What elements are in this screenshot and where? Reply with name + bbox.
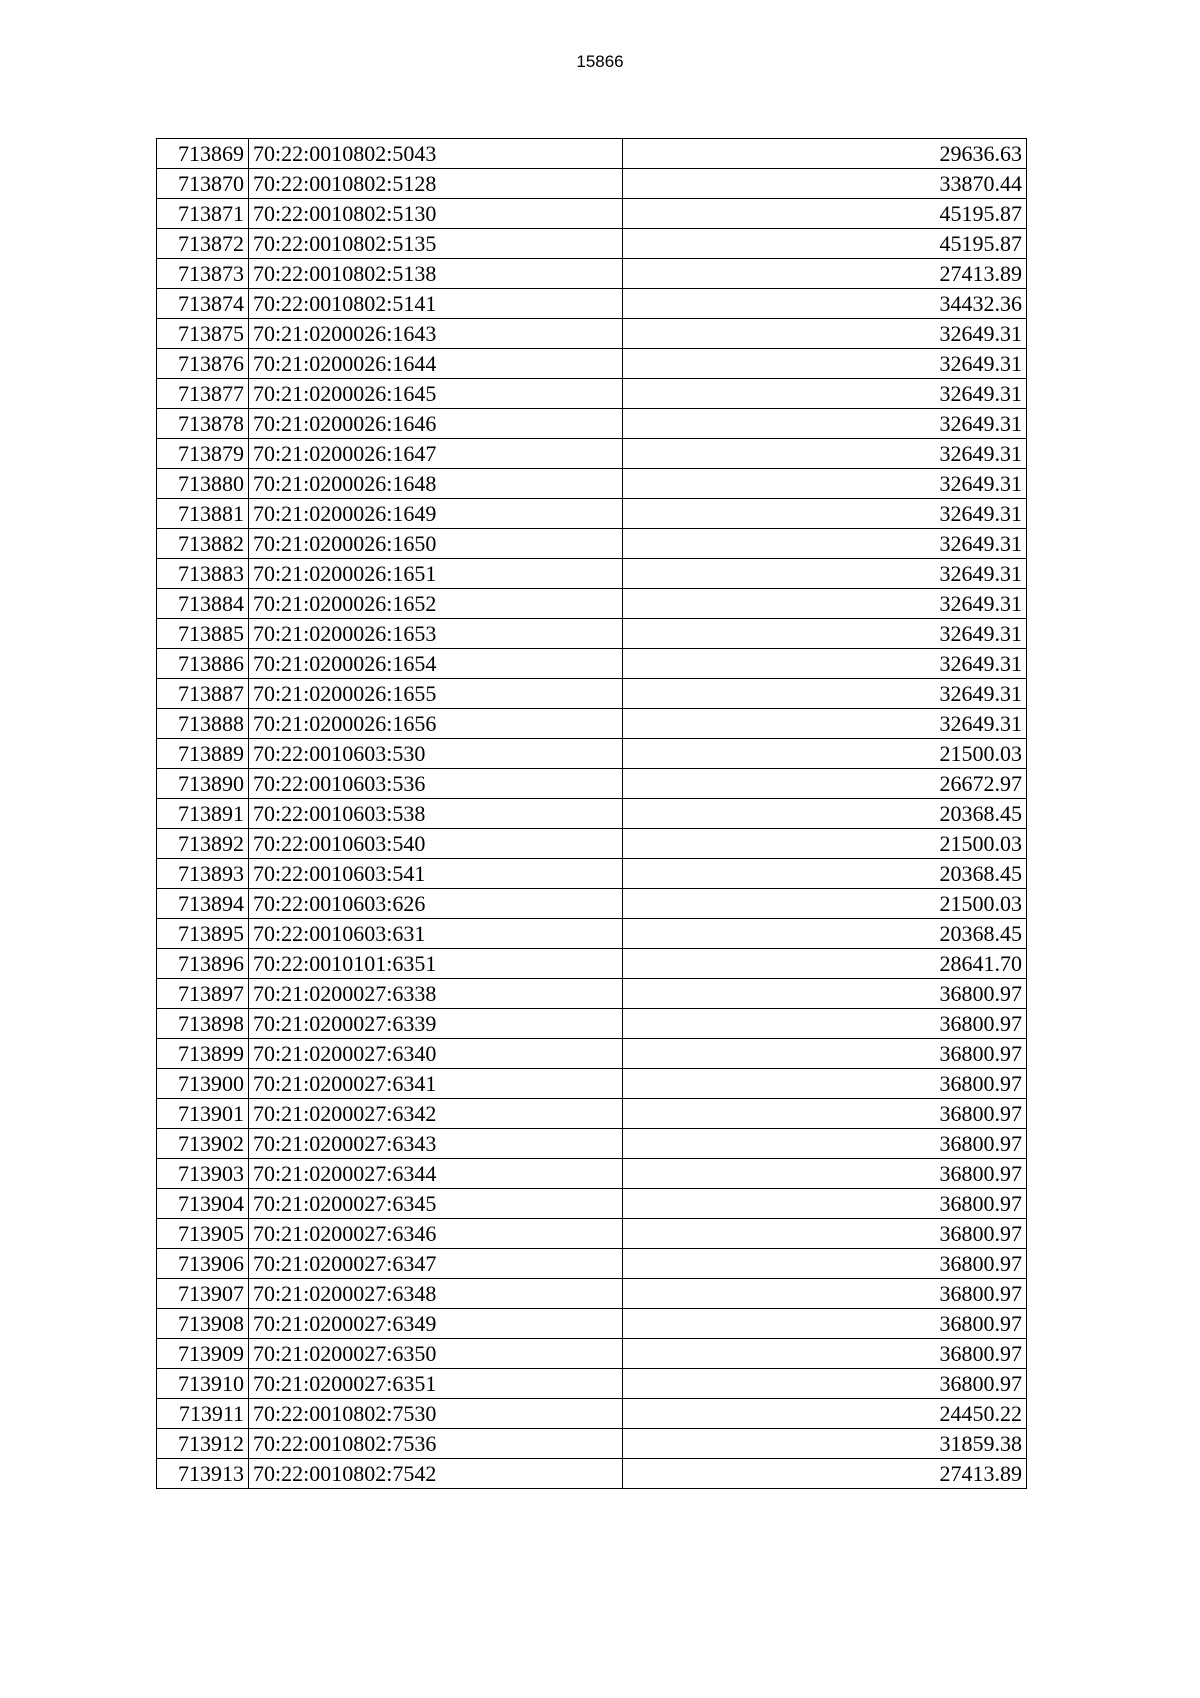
- table-row: [157, 169, 1027, 199]
- table-row: [157, 529, 1027, 559]
- value-cell: 36800.97: [623, 1309, 1027, 1339]
- row-id-cell: 713881: [157, 499, 249, 529]
- cadastral-number-cell: 70:21:0200027:6348: [249, 1279, 623, 1309]
- cadastral-number-cell: 70:21:0200027:6343: [249, 1129, 623, 1159]
- row-id-cell: 713903: [157, 1159, 249, 1189]
- row-id-cell: 713884: [157, 589, 249, 619]
- table-row: [157, 1429, 1027, 1459]
- table-row: [157, 1459, 1027, 1489]
- cadastral-number-cell: 70:22:0010802:7542: [249, 1459, 623, 1489]
- row-id-cell: 713907: [157, 1279, 249, 1309]
- cadastral-number-cell: 70:21:0200027:6345: [249, 1189, 623, 1219]
- value-cell: 32649.31: [623, 439, 1027, 469]
- table-row: [157, 979, 1027, 1009]
- table-row: [157, 949, 1027, 979]
- value-cell: 31859.38: [623, 1429, 1027, 1459]
- value-cell: 32649.31: [623, 499, 1027, 529]
- table-row: [157, 259, 1027, 289]
- table-row: [157, 289, 1027, 319]
- value-cell: 32649.31: [623, 379, 1027, 409]
- cadastral-number-cell: 70:21:0200027:6349: [249, 1309, 623, 1339]
- table-row: [157, 1369, 1027, 1399]
- table-row: [157, 1219, 1027, 1249]
- value-cell: 20368.45: [623, 859, 1027, 889]
- table-row: [157, 649, 1027, 679]
- value-cell: 32649.31: [623, 409, 1027, 439]
- value-cell: 36800.97: [623, 1279, 1027, 1309]
- cadastral-number-cell: 70:22:0010802:5043: [249, 139, 623, 169]
- row-id-cell: 713872: [157, 229, 249, 259]
- table-row: [157, 139, 1027, 169]
- value-cell: 36800.97: [623, 979, 1027, 1009]
- table-row: [157, 1039, 1027, 1069]
- table-row: [157, 379, 1027, 409]
- records-table: [156, 138, 1027, 1489]
- value-cell: 32649.31: [623, 469, 1027, 499]
- cadastral-number-cell: 70:22:0010802:7536: [249, 1429, 623, 1459]
- value-cell: 32649.31: [623, 559, 1027, 589]
- cadastral-number-cell: 70:22:0010603:631: [249, 919, 623, 949]
- cadastral-number-cell: 70:21:0200026:1644: [249, 349, 623, 379]
- row-id-cell: 713900: [157, 1069, 249, 1099]
- cadastral-number-cell: 70:22:0010802:7530: [249, 1399, 623, 1429]
- cadastral-number-cell: 70:21:0200027:6341: [249, 1069, 623, 1099]
- table-row: [157, 499, 1027, 529]
- cadastral-number-cell: 70:22:0010603:536: [249, 769, 623, 799]
- table-row: [157, 349, 1027, 379]
- value-cell: 32649.31: [623, 619, 1027, 649]
- table-row: [157, 919, 1027, 949]
- value-cell: 21500.03: [623, 829, 1027, 859]
- cadastral-number-cell: 70:21:0200027:6350: [249, 1339, 623, 1369]
- row-id-cell: 713879: [157, 439, 249, 469]
- cadastral-number-cell: 70:21:0200026:1645: [249, 379, 623, 409]
- row-id-cell: 713885: [157, 619, 249, 649]
- value-cell: 36800.97: [623, 1039, 1027, 1069]
- value-cell: 36800.97: [623, 1009, 1027, 1039]
- cadastral-number-cell: 70:22:0010802:5141: [249, 289, 623, 319]
- row-id-cell: 713890: [157, 769, 249, 799]
- value-cell: 21500.03: [623, 889, 1027, 919]
- row-id-cell: 713887: [157, 679, 249, 709]
- value-cell: 32649.31: [623, 649, 1027, 679]
- cadastral-number-cell: 70:21:0200026:1649: [249, 499, 623, 529]
- value-cell: 28641.70: [623, 949, 1027, 979]
- value-cell: 27413.89: [623, 259, 1027, 289]
- row-id-cell: 713897: [157, 979, 249, 1009]
- row-id-cell: 713870: [157, 169, 249, 199]
- cadastral-number-cell: 70:21:0200027:6347: [249, 1249, 623, 1279]
- table-row: [157, 199, 1027, 229]
- row-id-cell: 713875: [157, 319, 249, 349]
- row-id-cell: 713913: [157, 1459, 249, 1489]
- value-cell: 20368.45: [623, 799, 1027, 829]
- cadastral-number-cell: 70:21:0200026:1647: [249, 439, 623, 469]
- value-cell: 36800.97: [623, 1339, 1027, 1369]
- value-cell: 32649.31: [623, 709, 1027, 739]
- cadastral-number-cell: 70:21:0200027:6339: [249, 1009, 623, 1039]
- value-cell: 32649.31: [623, 349, 1027, 379]
- table-row: [157, 1099, 1027, 1129]
- value-cell: 27413.89: [623, 1459, 1027, 1489]
- cadastral-number-cell: 70:21:0200026:1655: [249, 679, 623, 709]
- row-id-cell: 713895: [157, 919, 249, 949]
- table-row: [157, 709, 1027, 739]
- value-cell: 36800.97: [623, 1249, 1027, 1279]
- table-row: [157, 1309, 1027, 1339]
- value-cell: 33870.44: [623, 169, 1027, 199]
- row-id-cell: 713874: [157, 289, 249, 319]
- cadastral-number-cell: 70:21:0200027:6338: [249, 979, 623, 1009]
- row-id-cell: 713873: [157, 259, 249, 289]
- table-row: [157, 319, 1027, 349]
- row-id-cell: 713894: [157, 889, 249, 919]
- row-id-cell: 713893: [157, 859, 249, 889]
- cadastral-number-cell: 70:21:0200026:1653: [249, 619, 623, 649]
- table-row: [157, 559, 1027, 589]
- cadastral-number-cell: 70:21:0200026:1656: [249, 709, 623, 739]
- table-row: [157, 769, 1027, 799]
- value-cell: 36800.97: [623, 1069, 1027, 1099]
- row-id-cell: 713906: [157, 1249, 249, 1279]
- row-id-cell: 713882: [157, 529, 249, 559]
- table-row: [157, 739, 1027, 769]
- value-cell: 45195.87: [623, 229, 1027, 259]
- row-id-cell: 713892: [157, 829, 249, 859]
- table-row: [157, 619, 1027, 649]
- table-row: [157, 1189, 1027, 1219]
- cadastral-number-cell: 70:22:0010603:538: [249, 799, 623, 829]
- cadastral-number-cell: 70:21:0200027:6342: [249, 1099, 623, 1129]
- value-cell: 21500.03: [623, 739, 1027, 769]
- table-row: [157, 229, 1027, 259]
- table-row: [157, 829, 1027, 859]
- cadastral-number-cell: 70:22:0010603:626: [249, 889, 623, 919]
- table-row: [157, 589, 1027, 619]
- cadastral-number-cell: 70:21:0200027:6351: [249, 1369, 623, 1399]
- row-id-cell: 713891: [157, 799, 249, 829]
- table-row: [157, 1399, 1027, 1429]
- value-cell: 45195.87: [623, 199, 1027, 229]
- row-id-cell: 713908: [157, 1309, 249, 1339]
- value-cell: 32649.31: [623, 589, 1027, 619]
- row-id-cell: 713901: [157, 1099, 249, 1129]
- table-row: [157, 1159, 1027, 1189]
- value-cell: 32649.31: [623, 679, 1027, 709]
- row-id-cell: 713910: [157, 1369, 249, 1399]
- value-cell: 36800.97: [623, 1219, 1027, 1249]
- value-cell: 36800.97: [623, 1099, 1027, 1129]
- cadastral-number-cell: 70:21:0200027:6340: [249, 1039, 623, 1069]
- table-row: [157, 859, 1027, 889]
- row-id-cell: 713905: [157, 1219, 249, 1249]
- table-row: [157, 1009, 1027, 1039]
- value-cell: 32649.31: [623, 529, 1027, 559]
- row-id-cell: 713896: [157, 949, 249, 979]
- value-cell: 36800.97: [623, 1129, 1027, 1159]
- value-cell: 34432.36: [623, 289, 1027, 319]
- cadastral-number-cell: 70:21:0200026:1648: [249, 469, 623, 499]
- cadastral-number-cell: 70:21:0200026:1654: [249, 649, 623, 679]
- cadastral-number-cell: 70:22:0010101:6351: [249, 949, 623, 979]
- row-id-cell: 713886: [157, 649, 249, 679]
- cadastral-number-cell: 70:21:0200027:6346: [249, 1219, 623, 1249]
- row-id-cell: 713899: [157, 1039, 249, 1069]
- cadastral-number-cell: 70:21:0200027:6344: [249, 1159, 623, 1189]
- table-row: [157, 469, 1027, 499]
- cadastral-number-cell: 70:22:0010802:5128: [249, 169, 623, 199]
- value-cell: 29636.63: [623, 139, 1027, 169]
- row-id-cell: 713883: [157, 559, 249, 589]
- table-row: [157, 1279, 1027, 1309]
- row-id-cell: 713904: [157, 1189, 249, 1219]
- row-id-cell: 713889: [157, 739, 249, 769]
- value-cell: 26672.97: [623, 769, 1027, 799]
- table-row: [157, 1339, 1027, 1369]
- cadastral-number-cell: 70:21:0200026:1650: [249, 529, 623, 559]
- page-number: 15866: [576, 52, 624, 71]
- cadastral-number-cell: 70:22:0010603:540: [249, 829, 623, 859]
- value-cell: 36800.97: [623, 1159, 1027, 1189]
- row-id-cell: 713876: [157, 349, 249, 379]
- row-id-cell: 713909: [157, 1339, 249, 1369]
- row-id-cell: 713869: [157, 139, 249, 169]
- table-row: [157, 889, 1027, 919]
- table-body: [157, 139, 1027, 1489]
- table-row: [157, 1249, 1027, 1279]
- cadastral-number-cell: 70:21:0200026:1643: [249, 319, 623, 349]
- row-id-cell: 713877: [157, 379, 249, 409]
- table-row: [157, 439, 1027, 469]
- row-id-cell: 713880: [157, 469, 249, 499]
- cadastral-number-cell: 70:22:0010802:5138: [249, 259, 623, 289]
- row-id-cell: 713888: [157, 709, 249, 739]
- cadastral-number-cell: 70:21:0200026:1651: [249, 559, 623, 589]
- table-row: [157, 679, 1027, 709]
- cadastral-number-cell: 70:22:0010603:530: [249, 739, 623, 769]
- value-cell: 24450.22: [623, 1399, 1027, 1429]
- row-id-cell: 713902: [157, 1129, 249, 1159]
- table-row: [157, 1129, 1027, 1159]
- row-id-cell: 713878: [157, 409, 249, 439]
- cadastral-number-cell: 70:22:0010802:5130: [249, 199, 623, 229]
- cadastral-number-cell: 70:22:0010603:541: [249, 859, 623, 889]
- cadastral-number-cell: 70:21:0200026:1646: [249, 409, 623, 439]
- table-row: [157, 409, 1027, 439]
- table-row: [157, 1069, 1027, 1099]
- row-id-cell: 713871: [157, 199, 249, 229]
- value-cell: 32649.31: [623, 319, 1027, 349]
- row-id-cell: 713898: [157, 1009, 249, 1039]
- cadastral-number-cell: 70:21:0200026:1652: [249, 589, 623, 619]
- row-id-cell: 713912: [157, 1429, 249, 1459]
- value-cell: 36800.97: [623, 1369, 1027, 1399]
- row-id-cell: 713911: [157, 1399, 249, 1429]
- value-cell: 36800.97: [623, 1189, 1027, 1219]
- cadastral-number-cell: 70:22:0010802:5135: [249, 229, 623, 259]
- table-row: [157, 799, 1027, 829]
- value-cell: 20368.45: [623, 919, 1027, 949]
